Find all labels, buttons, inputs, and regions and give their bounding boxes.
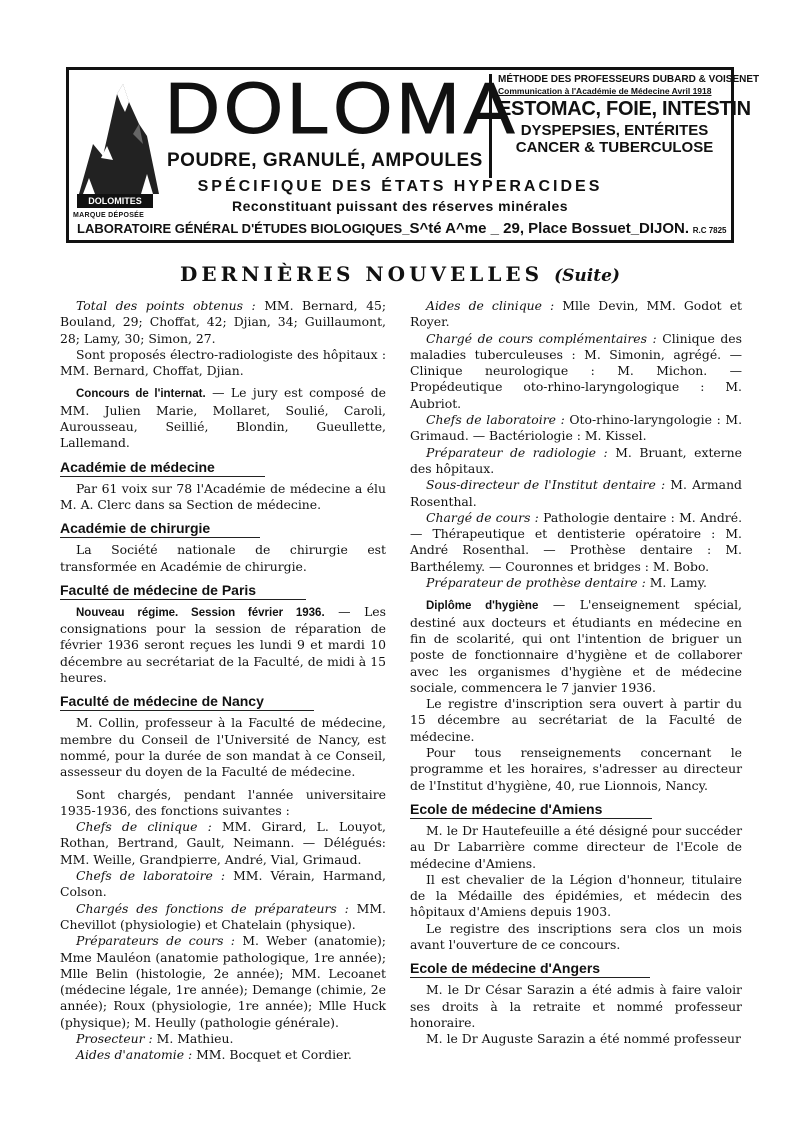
organs-line: ESTOMAC, FOIE, INTESTIN <box>498 98 751 120</box>
left-column <box>60 298 386 1064</box>
trademark-label: MARQUE DÉPOSÉE <box>73 212 145 219</box>
paragraph-text: Mlle Devin, MM. Godot et Royer. <box>410 298 743 330</box>
paragraph: M. le Dr Hautefeuille a été désigné pour succéder au Dr Labarrière comme directeur de l'Ecole de médecine d'Amiens. <box>410 822 742 871</box>
section-heading: Faculté de médecine de Nancy <box>60 693 314 711</box>
paragraph: Par 61 voix sur 78 l'Académie de médecine a élu M. A. Clerc dans sa Section de médecine. <box>60 480 386 512</box>
lab-name: LABORATOIRE GÉNÉRAL D'ÉTUDES BIOLOGIQUES_ <box>77 221 410 236</box>
italic-lead: Aides d'anatomie : <box>76 1047 193 1063</box>
section-heading: Ecole de médecine d'Angers <box>410 960 650 978</box>
lab-address: S^té A^me _ 29, Place Bossuet_DIJON. <box>409 220 690 237</box>
run-in-heading: Nouveau régime. Session février 1936. <box>76 606 325 619</box>
paragraph: Sont chargés, pendant l'année universitaire 1935-1936, des fonctions suivantes : <box>60 786 386 818</box>
italic-lead: Total des points obtenus : <box>76 298 256 313</box>
paragraph <box>60 933 386 1031</box>
communication-line: Communication à l'Académie de Médecine Avril 1918 <box>498 86 712 96</box>
paragraph-text: M. Bruant, externe des hôpitaux. <box>410 444 742 476</box>
paragraph: Le registre des inscriptions sera clos un mois avant l'ouverture de ce concours. <box>410 920 742 952</box>
diseases-line-2: CANCER & TUBERCULOSE <box>515 139 714 156</box>
paragraph: M. le Dr César Sarazin a été admis à faire valoir ses droits à la retraite et nommé professeur honoraire. <box>410 982 742 1030</box>
paragraph: Sont proposés électro-radiologiste des hôpitaux : MM. Bernard, Choffat, Djian. <box>60 346 386 379</box>
paragraph <box>410 331 742 412</box>
italic-lead: Chargés des fonctions de préparateurs : <box>76 900 349 916</box>
run-in-heading: Diplôme d'hygiène <box>426 600 539 613</box>
product-forms: POUDRE, GRANULÉ, AMPOULES <box>167 150 483 171</box>
italic-lead: Chefs de laboratoire : <box>76 868 226 884</box>
paragraph <box>60 604 386 686</box>
paragraph <box>60 298 386 347</box>
paragraph-text: M. Armand Rosenthal. <box>410 477 742 509</box>
paragraph-text: MM. Bocquet et Cordier. <box>192 1047 352 1063</box>
paragraph-text: Pathologie dentaire : M. André. — Thérapeutique et dentisterie opératoire : M. André Rosenthal. — Prothèse dentaire : M. Barthélemy. — Couronnes et bridges : M. Bobo. <box>410 509 743 574</box>
section-heading: Faculté de médecine de Paris <box>60 582 306 600</box>
paragraph-text: Oto-rhino-laryngologie : M. Grimaud. — Bactériologie : M. Kissel. <box>410 412 743 444</box>
paragraph <box>410 510 742 575</box>
run-in-heading: Concours de l'internat. <box>76 388 206 401</box>
paragraph: Le registre d'inscription sera ouvert à partir du 15 décembre au secrétariat de la Faculté de médecine. <box>410 696 742 744</box>
specific-line: SPÉCIFIQUE DES ÉTATS HYPERACIDES <box>197 178 603 195</box>
paragraph <box>60 868 386 901</box>
diseases-line-1: DYSPEPSIES, ENTÉRITES <box>520 122 709 139</box>
paragraph-text: MM. Bernard, 45; Bouland, 29; Choffat, 42; Djian, 34; Guillaumont, 28; Lamy, 30; Simon, 27. <box>60 298 387 346</box>
paragraph-text: M. Weber (anatomie); Mme Mauléon (anatomie pathologique, 1re année); Mlle Belin (histologie, 2e année); MM. Lecoanet (médecine légale, 1re année); Demange (chimie, 2e année); Roux (physiologie, 1re année); Mlle Huck (physique); M. Heully (pathologie générale). <box>60 933 386 1030</box>
paragraph-text: MM. Chevillot (physiologie) et Chatelain (physique). <box>60 900 386 932</box>
italic-lead: Préparateur de prothèse dentaire : <box>426 575 646 591</box>
paragraph-text: — Les consignations pour la session de réparation de février 1936 seront reçues les lundi 9 et mardi 10 décembre au secrétariat de la Faculté, de midi à 15 heures. <box>60 603 386 686</box>
paragraph <box>410 298 742 331</box>
paragraph-text: M. Mathieu. <box>152 1030 234 1046</box>
paragraph <box>410 597 742 696</box>
section-heading: Ecole de médecine d'Amiens <box>410 801 652 819</box>
method-line: MÉTHODE DES PROFESSEURS DUBARD & VOISENET <box>498 74 760 85</box>
ad-indications-panel <box>489 74 760 178</box>
paragraph: Pour tous renseignements concernant le programme et les horaires, s'adresser au directeur de l'Institut d'hygiène, 40, rue Lionnois, Nancy. <box>410 745 742 793</box>
section-heading: Académie de chirurgie <box>60 520 260 538</box>
paragraph <box>410 445 742 478</box>
paragraph-text: — L'enseignement spécial, destiné aux docteurs et étudiants en médecine en fin de scolarité, qui ont l'intention de briguer un poste de fonctionnaire d'hygiène et de collaborer avec les organismes d'hygiène et de médecine sociale, commencera le 7 janvier 1936. <box>410 597 742 695</box>
page-title <box>0 262 800 286</box>
paragraph-text: M. Lamy. <box>645 575 707 591</box>
italic-lead: Sous-directeur de l'Institut dentaire : <box>426 477 666 493</box>
italic-lead: Chefs de clinique : <box>76 819 212 835</box>
paragraph <box>60 1047 386 1063</box>
paragraph-text: Clinique des maladies tuberculeuses : M. Simonin, agrégé. — Clinique neurologique : M. Michon. — Propédeutique oto-rhino-laryngologique : M. Aubriot. <box>410 330 742 411</box>
right-column <box>410 298 742 1047</box>
paragraph-text: MM. Vérain, Harmand, Colson. <box>60 868 386 900</box>
paragraph <box>60 819 386 868</box>
italic-lead: Chefs de laboratoire : <box>426 412 565 428</box>
italic-lead: Préparateur de radiologie : <box>426 444 608 460</box>
paragraph: La Société nationale de chirurgie est transformée en Académie de chirurgie. <box>60 542 386 574</box>
lab-rc: R.C 7825 <box>692 226 727 235</box>
paragraph <box>410 575 742 591</box>
paragraph: M. le Dr Auguste Sarazin a été nommé professeur <box>426 1031 741 1047</box>
logo-caption: DOLOMITES <box>77 194 153 208</box>
paragraph <box>60 385 386 451</box>
paragraph <box>60 1031 386 1047</box>
paragraph <box>60 901 386 934</box>
italic-lead: Aides de clinique : <box>426 298 555 313</box>
paragraph-text: — Le jury est composé de MM. Julien Marie, Mollaret, Soulié, Caroli, Aurousseau, Seillié, Blondin, Gueullette, Lallemand. <box>60 385 387 451</box>
italic-lead: Prosecteur : <box>76 1030 153 1046</box>
title-suite: (Suite) <box>554 266 620 286</box>
italic-lead: Préparateurs de cours : <box>76 933 235 949</box>
title-main: DERNIÈRES NOUVELLES <box>180 262 544 286</box>
tonic-line: Reconstituant puissant des réserves minérales <box>231 198 569 214</box>
paragraph: M. Collin, professeur à la Faculté de médecine, membre du Conseil de l'Université de Nancy, est nommé, pour la durée de son mandat à ce Conseil, assesseur du doyen de la Faculté de médecine. <box>60 715 386 780</box>
section-heading: Académie de médecine <box>60 459 265 477</box>
paragraph <box>410 412 742 445</box>
doloma-advertisement <box>66 67 760 243</box>
brand-name: DOLOMA <box>165 68 519 149</box>
paragraph <box>410 477 742 510</box>
italic-lead: Chargé de cours complémentaires : <box>426 330 657 346</box>
paragraph-text: MM. Girard, L. Louyot, Rothan, Bertrand, Gault, Neimann. — Délégués: MM. Weille, Grandpierre, André, Vial, Grimaud. <box>60 819 386 867</box>
paragraph: Il est chevalier de la Légion d'honneur, titulaire de la Médaille des épidémies, et médecin des hôpitaux d'Amiens depuis 1903. <box>410 871 742 920</box>
laboratory-line <box>77 220 727 237</box>
italic-lead: Chargé de cours : <box>426 509 539 525</box>
